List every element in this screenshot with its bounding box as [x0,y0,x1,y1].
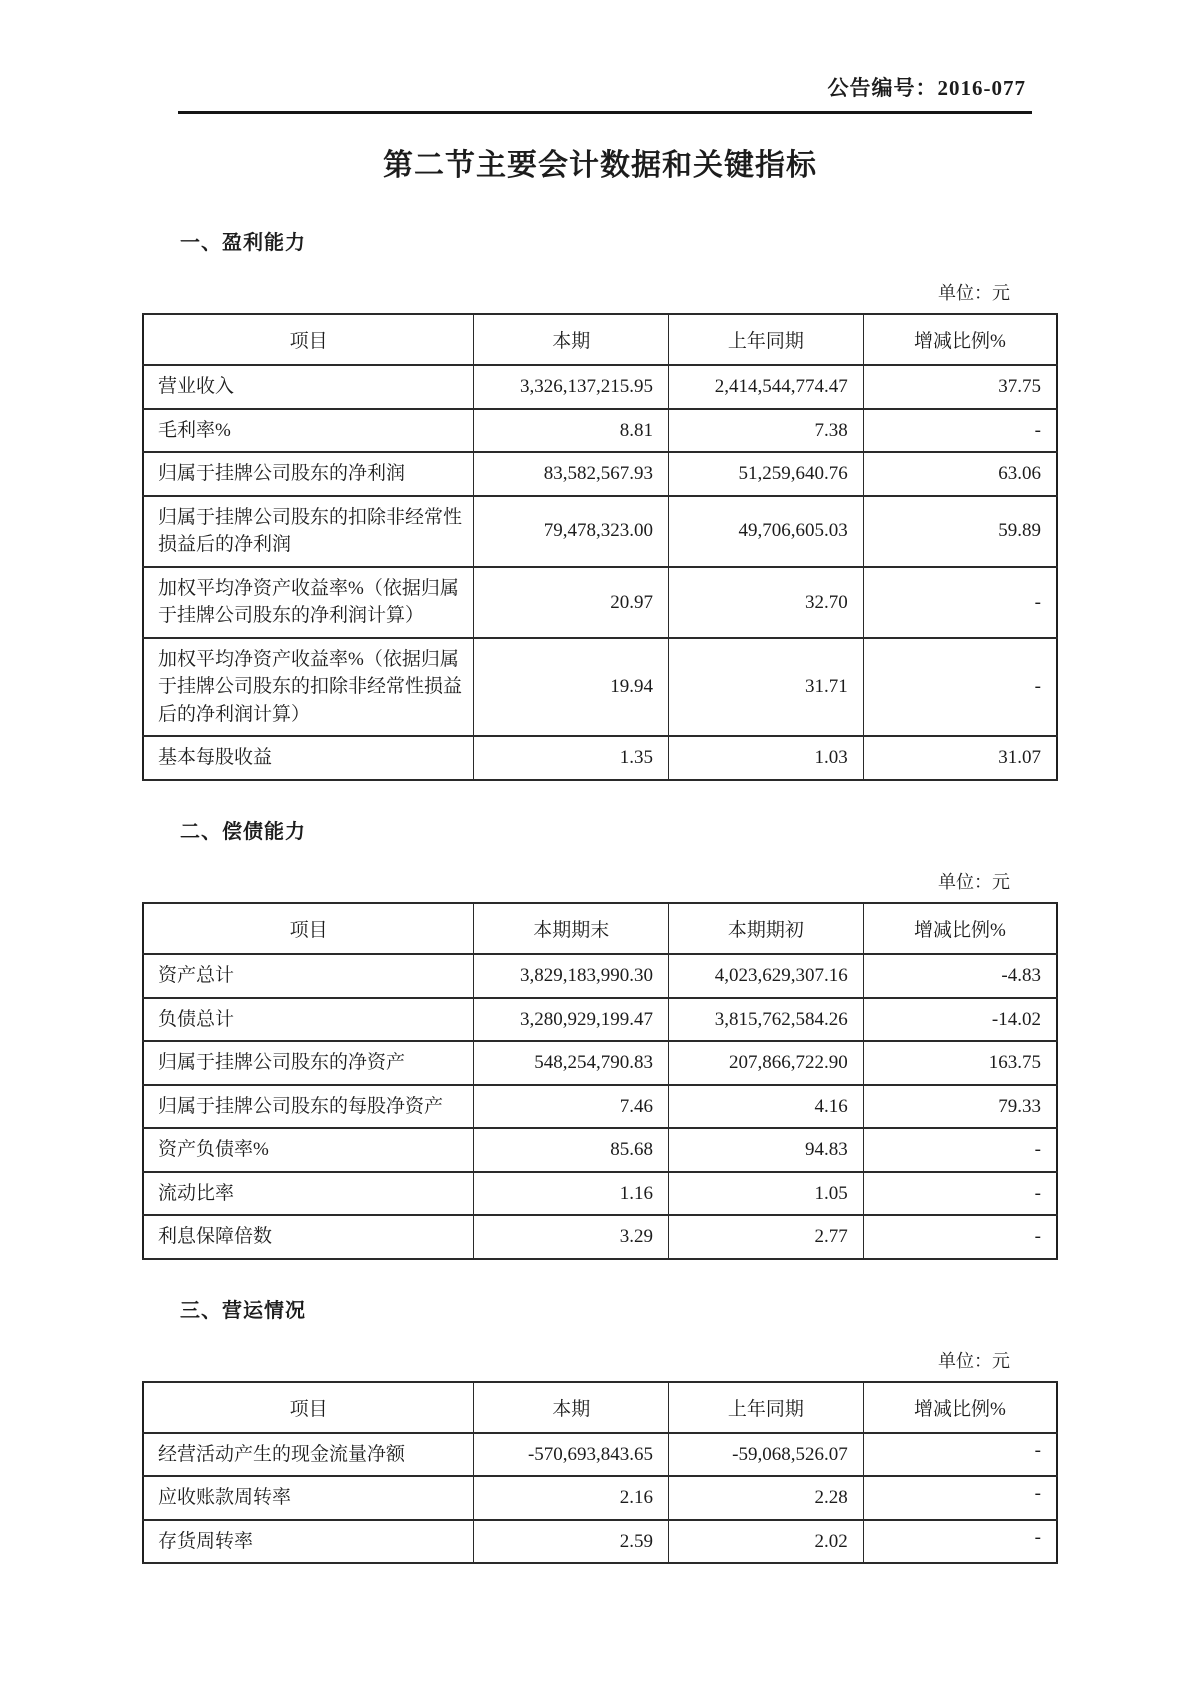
row-label-cell: 毛利率% [143,409,474,453]
value-cell: 2.28 [669,1476,864,1520]
table-row [143,1476,1057,1520]
value-cell: 2,414,544,774.47 [669,365,864,409]
unit-label: 单位：元 [938,1350,1010,1371]
value-cell: 548,254,790.83 [474,1041,669,1085]
section-profitability [142,226,1058,781]
value-cell: 4,023,629,307.16 [669,954,864,998]
table-row [143,409,1057,453]
column-header: 项目 [143,903,474,954]
row-label-cell: 流动比率 [143,1172,474,1216]
value-cell: 79,478,323.00 [474,496,669,567]
section-heading: 二、偿债能力 [180,821,306,844]
row-label-cell: 营业收入 [143,365,474,409]
value-cell: 31.71 [669,638,864,737]
row-label-cell: 归属于挂牌公司股东的扣除非经常性损益后的净利润 [143,496,474,567]
value-cell: 2.02 [669,1520,864,1564]
column-header: 增减比例% [863,903,1057,954]
value-cell: 4.16 [669,1085,864,1129]
value-cell: - [863,1433,1057,1477]
unit-label: 单位：元 [938,283,1010,303]
section-heading: 三、营运情况 [180,1299,306,1322]
value-cell: - [863,567,1057,638]
column-header: 增减比例% [863,314,1057,365]
value-cell: 94.83 [669,1128,864,1172]
page-header [142,72,1058,114]
value-cell: 2.16 [474,1476,669,1520]
row-label-cell: 负债总计 [143,998,474,1042]
column-header: 本期 [474,314,669,365]
value-cell: - [863,1172,1057,1216]
table-row [143,998,1057,1042]
table-row [143,638,1057,737]
value-cell: 207,866,722.90 [669,1041,864,1085]
table-row [143,365,1057,409]
row-label-cell: 归属于挂牌公司股东的净资产 [143,1041,474,1085]
table-row [143,1172,1057,1216]
table-row [143,1128,1057,1172]
column-header: 上年同期 [669,1382,864,1433]
table-row [143,1041,1057,1085]
value-cell: 1.05 [669,1172,864,1216]
header-row [143,314,1057,365]
row-label-cell: 资产负债率% [143,1128,474,1172]
column-header: 本期期初 [669,903,864,954]
value-cell: 7.46 [474,1085,669,1129]
value-cell: 49,706,605.03 [669,496,864,567]
value-cell: -4.83 [863,954,1057,998]
value-cell: 51,259,640.76 [669,452,864,496]
row-label-cell: 资产总计 [143,954,474,998]
row-label-cell: 加权平均净资产收益率%（依据归属于挂牌公司股东的扣除非经常性损益后的净利润计算） [143,638,474,737]
value-cell: 31.07 [863,736,1057,780]
value-cell: - [863,409,1057,453]
sections-container [142,226,1058,1564]
row-label-cell: 加权平均净资产收益率%（依据归属于挂牌公司股东的净利润计算） [143,567,474,638]
section-operations [142,1294,1058,1565]
value-cell: 63.06 [863,452,1057,496]
value-cell: 7.38 [669,409,864,453]
value-cell: 19.94 [474,638,669,737]
page-title: 第二节主要会计数据和关键指标 [383,149,817,182]
value-cell: 2.77 [669,1215,864,1259]
column-header: 项目 [143,314,474,365]
value-cell: 8.81 [474,409,669,453]
header-row [143,903,1057,954]
column-header: 本期期末 [474,903,669,954]
value-cell: 85.68 [474,1128,669,1172]
column-header: 增减比例% [863,1382,1057,1433]
value-cell: - [863,638,1057,737]
table-operations [142,1381,1058,1565]
value-cell: -59,068,526.07 [669,1433,864,1477]
value-cell: 1.16 [474,1172,669,1216]
value-cell: 3,829,183,990.30 [474,954,669,998]
value-cell: 1.35 [474,736,669,780]
table-row [143,452,1057,496]
value-cell: 79.33 [863,1085,1057,1129]
value-cell: 3,815,762,584.26 [669,998,864,1042]
header-row [143,1382,1057,1433]
doc-number: 公告编号：2016-077 [827,76,1026,100]
row-label-cell: 归属于挂牌公司股东的净利润 [143,452,474,496]
value-cell: 2.59 [474,1520,669,1564]
column-header: 本期 [474,1382,669,1433]
table-row [143,567,1057,638]
value-cell: - [863,1520,1057,1564]
value-cell: - [863,1476,1057,1520]
value-cell: - [863,1128,1057,1172]
header-rule [178,111,1032,114]
column-header: 上年同期 [669,314,864,365]
table-row [143,1520,1057,1564]
value-cell: 3,280,929,199.47 [474,998,669,1042]
table-row [143,496,1057,567]
row-label-cell: 基本每股收益 [143,736,474,780]
value-cell: -14.02 [863,998,1057,1042]
value-cell: 163.75 [863,1041,1057,1085]
value-cell: 83,582,567.93 [474,452,669,496]
table-row [143,1085,1057,1129]
unit-label: 单位：元 [938,872,1010,893]
section-heading: 一、盈利能力 [180,232,306,254]
value-cell: 3,326,137,215.95 [474,365,669,409]
value-cell: 20.97 [474,567,669,638]
value-cell: 3.29 [474,1215,669,1259]
row-label-cell: 经营活动产生的现金流量净额 [143,1433,474,1477]
row-label-cell: 归属于挂牌公司股东的每股净资产 [143,1085,474,1129]
table-row [143,1215,1057,1259]
table-row [143,954,1057,998]
value-cell: 1.03 [669,736,864,780]
value-cell: 32.70 [669,567,864,638]
value-cell: 59.89 [863,496,1057,567]
table-row [143,736,1057,780]
row-label-cell: 利息保障倍数 [143,1215,474,1259]
value-cell: - [863,1215,1057,1259]
value-cell: -570,693,843.65 [474,1433,669,1477]
row-label-cell: 存货周转率 [143,1520,474,1564]
row-label-cell: 应收账款周转率 [143,1476,474,1520]
value-cell: 37.75 [863,365,1057,409]
section-solvency [142,815,1058,1260]
table-row [143,1433,1057,1477]
column-header: 项目 [143,1382,474,1433]
table-profitability [142,313,1058,781]
table-solvency [142,902,1058,1260]
